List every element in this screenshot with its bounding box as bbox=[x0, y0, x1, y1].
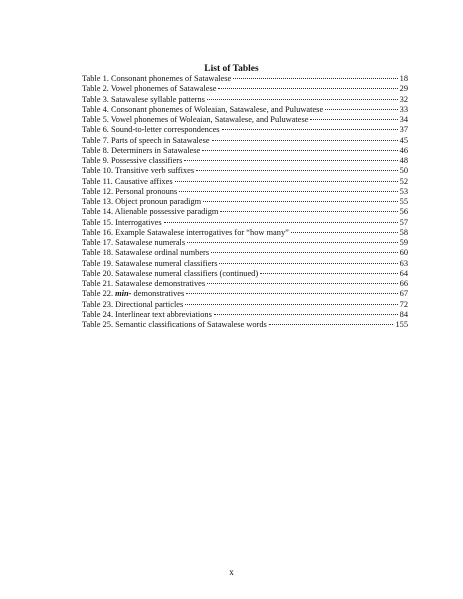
toc-entry bbox=[82, 95, 408, 105]
caption-text: Table 17. Satawalese numerals bbox=[82, 238, 186, 247]
table-caption bbox=[82, 177, 174, 187]
page-reference: 45 bbox=[399, 135, 408, 145]
page-reference: 33 bbox=[399, 104, 408, 114]
table-caption bbox=[82, 84, 217, 94]
toc-entry bbox=[82, 310, 408, 320]
caption-text: Table 24. Interlinear text abbreviations bbox=[82, 309, 212, 319]
caption-text: Table 15. Interrogatives bbox=[82, 217, 162, 227]
dot-leader bbox=[164, 222, 398, 223]
caption-text: Table 18. Satawalese ordinal numbers bbox=[82, 248, 210, 258]
toc-entry bbox=[82, 269, 408, 279]
table-caption bbox=[82, 269, 259, 279]
dot-leader bbox=[211, 252, 398, 253]
page-reference: 53 bbox=[399, 186, 408, 196]
caption-text: Table 6. Sound-to-letter correspondences bbox=[82, 125, 220, 135]
page-reference: 72 bbox=[399, 299, 408, 309]
page-reference: 46 bbox=[399, 145, 408, 155]
toc-entry bbox=[82, 259, 408, 269]
table-caption bbox=[82, 197, 202, 207]
caption-text-suffix: demonstratives bbox=[131, 289, 185, 299]
table-caption bbox=[82, 125, 221, 135]
toc-entry bbox=[82, 279, 408, 289]
table-caption bbox=[82, 248, 210, 258]
dot-leader bbox=[175, 181, 398, 182]
caption-emphasis: min- bbox=[115, 289, 132, 299]
toc-entry bbox=[82, 187, 408, 197]
caption-text: Table 9. Possessive classifiers bbox=[82, 156, 183, 165]
toc-entry bbox=[82, 289, 408, 299]
caption-text: Table 23. Directional particles bbox=[82, 299, 184, 309]
toc-entry bbox=[82, 125, 408, 135]
page-reference: 50 bbox=[399, 166, 408, 176]
table-caption bbox=[82, 74, 232, 84]
page-reference: 63 bbox=[399, 258, 408, 268]
table-caption bbox=[82, 320, 268, 330]
page-reference: 84 bbox=[399, 309, 408, 319]
toc-entry bbox=[82, 166, 408, 176]
caption-text: Table 4. Consonant phonemes of Woleaian, Satawalese, and Puluwatese bbox=[82, 104, 324, 114]
table-caption bbox=[82, 187, 178, 197]
toc-entry bbox=[82, 136, 408, 146]
toc-entry bbox=[82, 228, 408, 238]
toc-entry bbox=[82, 146, 408, 156]
toc-entry bbox=[82, 156, 408, 166]
table-caption bbox=[82, 310, 213, 320]
page-reference: 55 bbox=[399, 197, 408, 206]
page-reference: 32 bbox=[399, 94, 408, 104]
caption-text: Table 1. Consonant phonemes of Satawalese bbox=[82, 74, 232, 83]
caption-text: Table 7. Parts of speech in Satawalese bbox=[82, 135, 210, 145]
dot-leader bbox=[212, 140, 398, 141]
table-caption bbox=[82, 136, 211, 146]
dot-leader bbox=[186, 293, 397, 294]
caption-text: Table 19. Satawalese numeral classifiers bbox=[82, 258, 218, 268]
dot-leader bbox=[291, 232, 398, 233]
caption-text: Table 2. Vowel phonemes of Satawalese bbox=[82, 84, 217, 94]
toc-entry bbox=[82, 320, 408, 330]
page-reference: 64 bbox=[399, 268, 408, 278]
dot-leader bbox=[233, 78, 397, 79]
toc-entry bbox=[82, 84, 408, 94]
page-number: x bbox=[229, 567, 234, 577]
table-caption bbox=[82, 289, 185, 299]
caption-text: Table 22. bbox=[82, 289, 116, 299]
dot-leader bbox=[220, 211, 397, 212]
table-caption bbox=[82, 279, 206, 289]
dot-leader bbox=[269, 324, 394, 325]
dot-leader bbox=[203, 201, 397, 202]
caption-text: Table 12. Personal pronouns bbox=[82, 186, 178, 196]
caption-text: Table 14. Alienable possessive paradigm bbox=[82, 207, 219, 217]
dot-leader bbox=[185, 304, 397, 305]
toc-entry bbox=[82, 177, 408, 187]
table-caption bbox=[82, 300, 184, 310]
page-reference: 59 bbox=[399, 238, 408, 247]
caption-text: Table 25. Semantic classifications of Satawalese words bbox=[82, 320, 267, 329]
toc-entry bbox=[82, 300, 408, 310]
table-caption bbox=[82, 105, 324, 115]
dot-leader bbox=[219, 263, 397, 264]
toc-entry bbox=[82, 74, 408, 84]
dot-leader bbox=[202, 150, 397, 151]
page-reference: 18 bbox=[399, 74, 408, 83]
caption-text: Table 8. Determiners in Satawalese bbox=[82, 145, 201, 155]
page-reference: 155 bbox=[395, 320, 408, 329]
page-reference: 60 bbox=[399, 248, 408, 258]
dot-leader bbox=[179, 191, 397, 192]
page-reference: 48 bbox=[399, 156, 408, 165]
table-caption bbox=[82, 207, 219, 217]
caption-text: Table 20. Satawalese numeral classifiers (continued) bbox=[82, 268, 259, 278]
table-caption bbox=[82, 146, 201, 156]
table-caption bbox=[82, 238, 186, 248]
page-reference: 56 bbox=[399, 207, 408, 217]
dot-leader bbox=[184, 160, 397, 161]
page-reference: 67 bbox=[399, 289, 408, 299]
dot-leader bbox=[196, 170, 398, 171]
table-caption bbox=[82, 156, 183, 166]
caption-text: Table 13. Object pronoun paradigm bbox=[82, 197, 202, 206]
table-caption bbox=[82, 115, 309, 125]
table-caption bbox=[82, 218, 163, 228]
dot-leader bbox=[187, 242, 397, 243]
dot-leader bbox=[222, 129, 398, 130]
toc-entry bbox=[82, 115, 408, 125]
page-reference: 34 bbox=[399, 115, 408, 124]
toc-entry bbox=[82, 197, 408, 207]
table-caption bbox=[82, 259, 218, 269]
caption-text: Table 16. Example Satawalese interrogatives for “how many” bbox=[82, 227, 289, 237]
toc-entry bbox=[82, 105, 408, 115]
list-of-tables bbox=[82, 74, 408, 330]
toc-entry bbox=[82, 238, 408, 248]
caption-text: Table 21. Satawalese demonstratives bbox=[82, 279, 206, 288]
dot-leader bbox=[218, 88, 397, 89]
page-reference: 66 bbox=[399, 279, 408, 288]
caption-text: Table 5. Vowel phonemes of Woleaian, Satawalese, and Puluwatese bbox=[82, 115, 309, 124]
caption-text: Table 10. Transitive verb suffixes bbox=[82, 166, 195, 176]
dot-leader bbox=[207, 283, 397, 284]
table-caption bbox=[82, 95, 206, 105]
table-caption bbox=[82, 166, 195, 176]
dot-leader bbox=[260, 273, 397, 274]
page-reference: 52 bbox=[399, 176, 408, 186]
toc-entry bbox=[82, 207, 408, 217]
dot-leader bbox=[325, 109, 397, 110]
page-reference: 37 bbox=[399, 125, 408, 135]
toc-entry bbox=[82, 218, 408, 228]
page-reference: 57 bbox=[399, 217, 408, 227]
caption-text: Table 11. Causative affixes bbox=[82, 176, 173, 186]
table-caption bbox=[82, 228, 290, 238]
dot-leader bbox=[214, 314, 398, 315]
caption-text: Table 3. Satawalese syllable patterns bbox=[82, 94, 205, 104]
toc-entry bbox=[82, 248, 408, 258]
page-title: List of Tables bbox=[204, 64, 259, 74]
page-reference: 29 bbox=[399, 84, 408, 94]
dot-leader bbox=[207, 99, 398, 100]
page-reference: 58 bbox=[399, 227, 408, 237]
dot-leader bbox=[310, 119, 397, 120]
